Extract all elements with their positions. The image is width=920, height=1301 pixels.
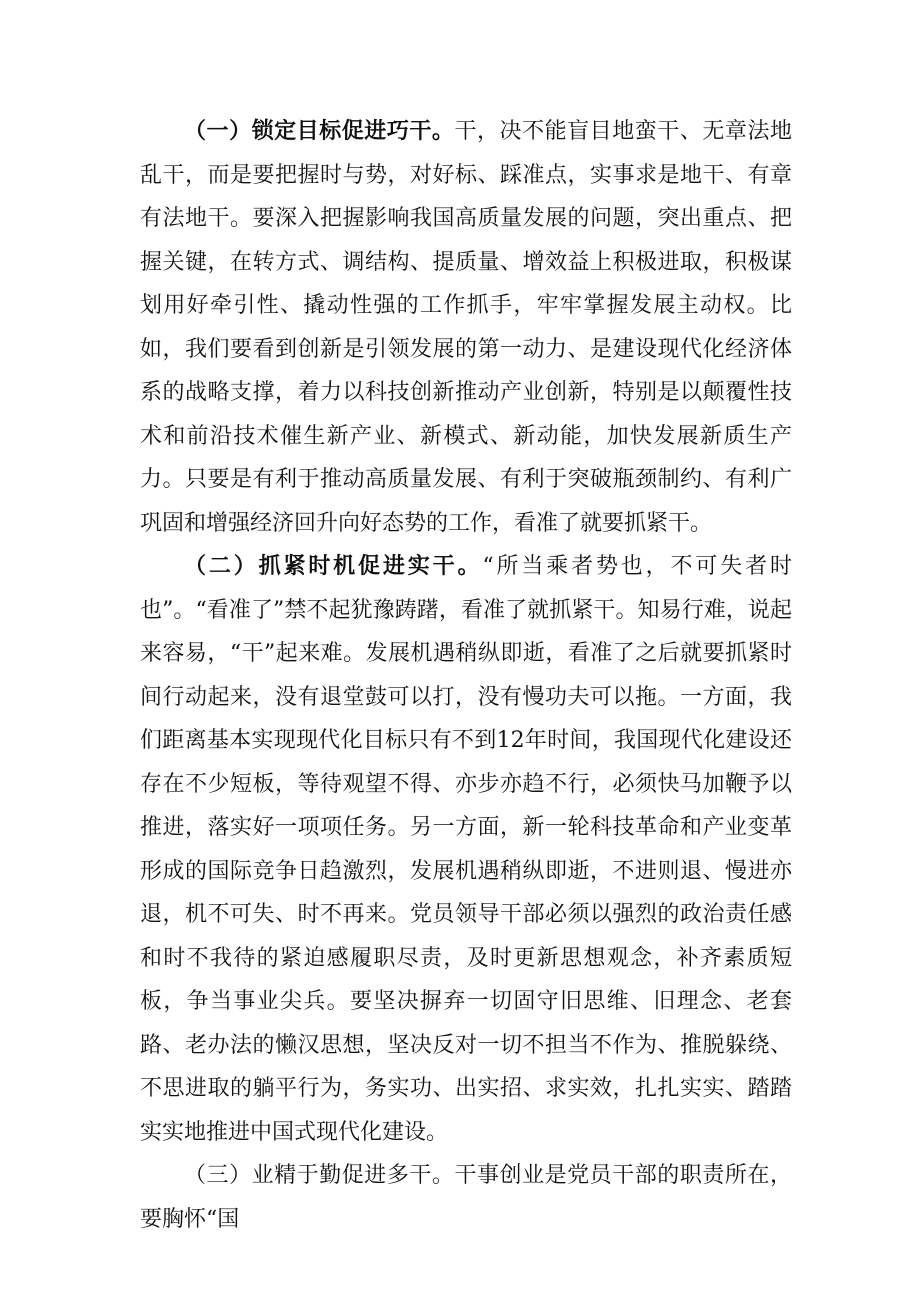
paragraph-1: [140, 110, 792, 545]
paragraph-1-body: 干，决不能盲目地蛮干、无章法地乱干，而是要把握时与势，对好标、踩准点，实事求是地干、有章有法地干。要深入把握影响我国高质量发展的问题，突出重点、把握关键，在转方式、调结构、提质量、增效益上积极进取，积极谋划用好牵引性、撬动性强的工作抓手，牢牢掌握发展主动权。比如，我们要看到创新是引领发展的第一动力、是建设现代化经济体系的战略支撑，着力以科技创新推动产业创新，特别是以颠覆性技术和前沿技术催生新产业、新模式、新动能，加快发展新质生产力。只要是有利于推动高质量发展、有利于突破瓶颈制约、有利广巩固和增强经济回升向好态势的工作，看准了就要抓紧干。: [140, 119, 792, 536]
paragraph-2-heading: （二）抓紧时机促进实干。: [184, 553, 483, 579]
paragraph-3-body: 干事创业是党员干部的职责所在，要胸怀“国: [140, 1163, 792, 1232]
paragraph-1-heading: （一）锁定目标促进巧干。: [184, 118, 455, 144]
paragraph-3-heading: （三）业精于勤促进多干。: [184, 1163, 455, 1188]
document-body: [140, 110, 792, 1241]
paragraph-3: [140, 1154, 792, 1241]
paragraph-2: [140, 545, 792, 1154]
paragraph-2-body: “所当乘者势也，不可失者时也”。“看准了”禁不起犹豫踌躇，看准了就抓紧干。知易行难，说起来容易，“干”起来难。发展机遇稍纵即逝，看准了之后就要抓紧时间行动起来，没有退堂鼓可以打，没有慢功夫可以拖。一方面，我们距离基本实现现代化目标只有不到12年时间，我国现代化建设还存在不少短板，等待观望不得、亦步亦趋不行，必须快马加鞭予以推进，落实好一项项任务。另一方面，新一轮科技革命和产业变革形成的国际竞争日趋激烈，发展机遇稍纵即逝，不进则退、慢进亦退，机不可失、时不再来。党员领导干部必须以强烈的政治责任感和时不我待的紧迫感履职尽责，及时更新思想观念，补齐素质短板，争当事业尖兵。要坚决摒弃一切固守旧思维、旧理念、老套路、老办法的懒汉思想，坚决反对一切不担当不作为、推脱躲绕、不思进取的躺平行为，务实功、出实招、求实效，扎扎实实、踏踏实实地推进中国式现代化建设。: [140, 554, 792, 1145]
